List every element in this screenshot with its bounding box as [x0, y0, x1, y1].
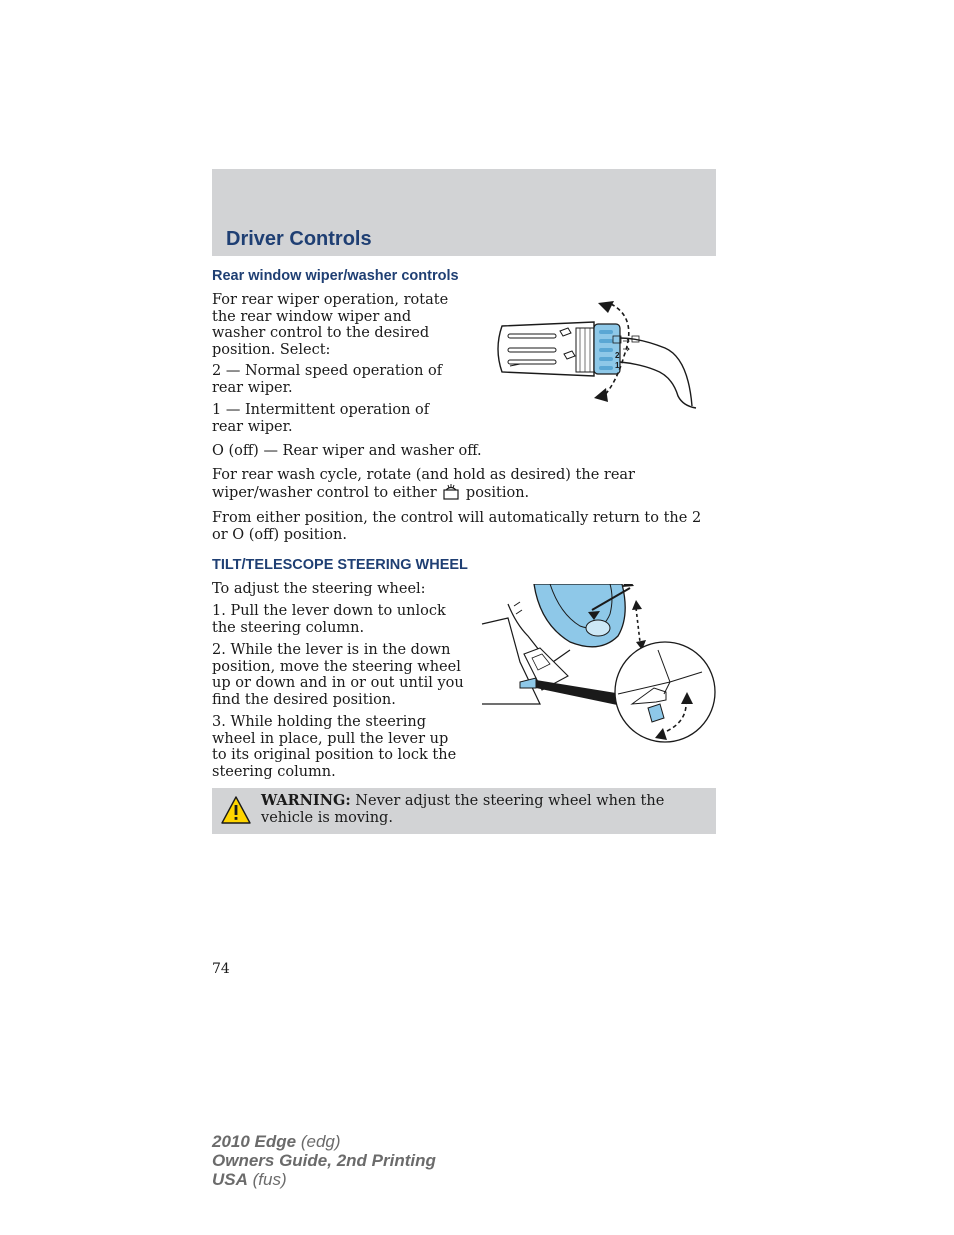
warning-text — [261, 793, 706, 826]
steering-wheel-adjust-illustration — [480, 584, 720, 744]
tilt-step-1: 1. Pull the lever down to unlock the steering column. — [212, 603, 446, 636]
tilt-heading: TILT/TELESCOPE STEERING WHEEL — [212, 557, 468, 573]
section-header-band — [212, 169, 716, 256]
rear-wash-text-after: position. — [465, 484, 530, 501]
footer-line-3 — [212, 1170, 436, 1189]
rear-wiper-item-1: 1 — Intermittent operation of rear wiper. — [212, 402, 430, 435]
footer-market-code: (fus) — [252, 1170, 287, 1189]
rear-wiper-control-illustration — [490, 296, 700, 412]
rear-wiper-item-off: O (off) — Rear wiper and washer off. — [212, 443, 482, 459]
tilt-intro: To adjust the steering wheel: — [212, 581, 426, 597]
rear-wiper-intro: For rear wiper operation, rotate the rear window wiper and washer control to the desired position. Select: — [212, 292, 449, 358]
page-number: 74 — [212, 961, 230, 977]
rear-washer-icon — [441, 484, 461, 500]
rear-wash-paragraph — [212, 467, 712, 501]
warning-body: Never adjust the steering wheel when the vehicle is moving. — [261, 793, 665, 826]
footer-market: USA — [212, 1170, 248, 1189]
document-footer — [212, 1132, 436, 1189]
tilt-step-3: 3. While holding the steering wheel in place, pull the lever up to its original position to lock the steering column. — [212, 714, 457, 780]
wiper-position-2-label: 2 — [615, 351, 620, 360]
rear-wiper-return-text: From either position, the control will automatically return to the 2 or O (off) position. — [212, 510, 702, 543]
rear-wiper-item-2: 2 — Normal speed operation of rear wiper. — [212, 363, 443, 396]
wiper-position-1-label: 1 — [615, 361, 620, 370]
rear-wiper-heading: Rear window wiper/washer controls — [212, 268, 459, 284]
rotate-up-arrow-icon — [598, 301, 614, 313]
footer-line-2: Owners Guide, 2nd Printing — [212, 1151, 436, 1170]
footer-model-code: (edg) — [300, 1132, 341, 1151]
footer-line-1 — [212, 1132, 436, 1151]
rotate-down-arrow-icon — [594, 388, 608, 402]
warning-triangle-icon — [220, 795, 252, 825]
warning-label: WARNING: — [261, 792, 351, 809]
rear-wash-text-before: For rear wash cycle, rotate (and hold as desired) the rear wiper/washer control to either — [212, 467, 635, 501]
section-title: Driver Controls — [226, 228, 372, 250]
warning-box — [212, 788, 716, 834]
footer-model: 2010 Edge — [212, 1132, 297, 1151]
tilt-step-2: 2. While the lever is in the down position, move the steering wheel up or down and in or out until you find the desired position. — [212, 642, 464, 708]
